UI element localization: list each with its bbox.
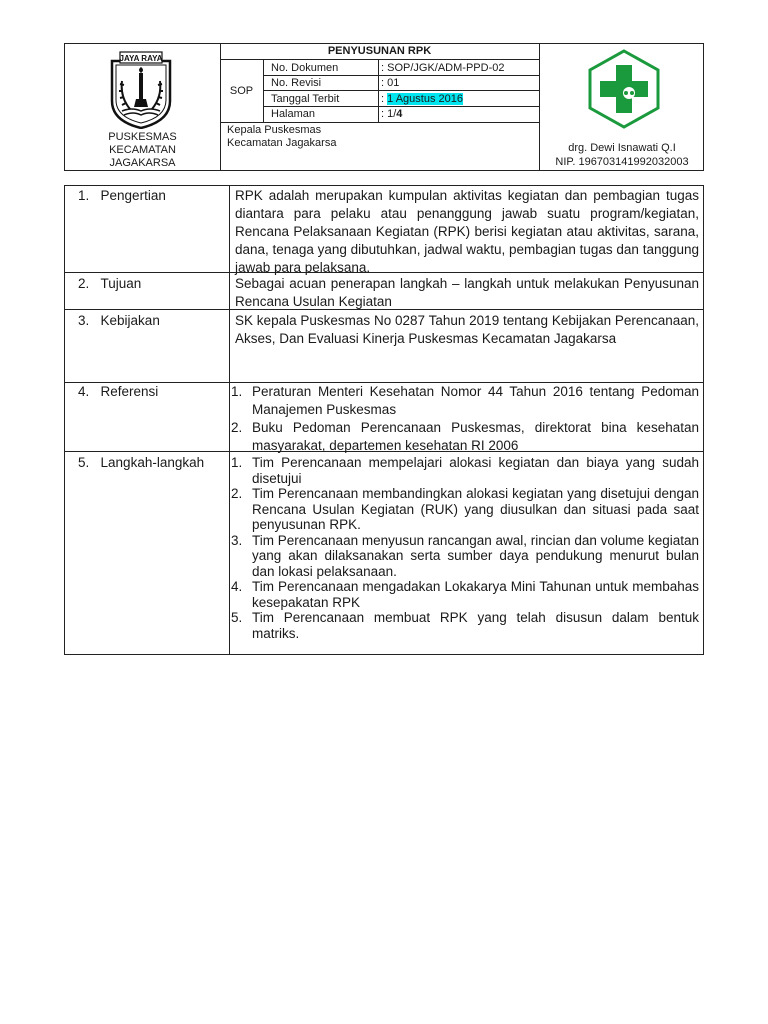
meta-label-page: Halaman — [271, 108, 316, 120]
section-number: 5. — [78, 455, 90, 470]
meta-label-issue-date: Tanggal Terbit — [271, 93, 340, 105]
list-number: 4. — [231, 579, 243, 594]
section-text-pengertian: RPK adalah merupakan kumpulan aktivitas kegiatan dan pembagian tugas diantara para pelaku atau penanggung jawab suatu program/kegiatan, Rencana Pelaksanaan Kegiatan (RPK) berisi kegiatan atau aktivitas, sarana, dana, tenaga yang dibutuhkan, jadwal waktu, pembagian tugas dan tanggung jawab para pelaksana. — [235, 188, 699, 275]
list-item-text: Tim Perencanaan mengadakan Lokakarya Mini Tahunan untuk membahas kesepakatan RPK — [252, 579, 699, 610]
org-line-2: KECAMATAN — [109, 144, 176, 156]
list-item — [231, 383, 699, 419]
section-label-pengertian — [78, 187, 166, 205]
logo-motto: JAYA RAYA — [119, 54, 163, 63]
list-item-text: Tim Perencanaan mempelajari alokasi kegiatan dan biaya yang sudah disetujui — [252, 455, 699, 486]
list-item-text: Tim Perencanaan membuat RPK yang telah disusun dalam bentuk matriks. — [252, 610, 699, 641]
approver-line-2: Kecamatan Jagakarsa — [227, 137, 337, 149]
meta-page-prefix: : 1/ — [381, 108, 397, 120]
section-number: 4. — [78, 384, 90, 399]
section-list-langkah — [231, 455, 699, 641]
meta-value-page — [381, 108, 402, 121]
org-line-1: PUSKESMAS — [108, 131, 177, 143]
section-label: Langkah-langkah — [100, 455, 205, 470]
section-label-langkah — [78, 454, 204, 472]
section-number: 1. — [78, 188, 90, 203]
puskesmas-logo — [587, 49, 661, 129]
jaya-raya-logo — [108, 51, 174, 129]
meta-value-doc-no: : SOP/JGK/ADM-PPD-02 — [381, 62, 505, 74]
document-title: PENYUSUNAN RPK — [327, 45, 432, 57]
section-number: 2. — [78, 276, 90, 291]
list-item — [231, 579, 699, 610]
meta-page-total: 4 — [396, 108, 403, 120]
sop-label: SOP — [229, 85, 254, 97]
approver-title — [227, 124, 336, 150]
list-number: 2. — [231, 420, 243, 435]
sop-header-table — [64, 43, 704, 171]
section-label-tujuan — [78, 275, 141, 293]
section-label: Kebijakan — [100, 313, 160, 328]
list-item — [231, 486, 699, 533]
meta-issue-date-prefix: : — [381, 93, 388, 105]
list-item — [231, 610, 699, 641]
meta-value-issue-date — [381, 93, 463, 106]
meta-value-revision: : 01 — [381, 77, 400, 89]
signer-name: drg. Dewi Isnawati Q.I — [568, 142, 676, 154]
section-text-tujuan: Sebagai acuan penerapan langkah – langkah untuk melakukan Penyusunan Rencana Usulan Kegiatan — [235, 276, 699, 309]
section-number: 3. — [78, 313, 90, 328]
list-item-text: Tim Perencanaan membandingkan alokasi kegiatan yang disetujui dengan Rencana Usulan Kegiatan (RUK) yang diusulkan dan situasi pada saat penyusunan RPK. — [252, 486, 699, 532]
section-label-referensi — [78, 383, 158, 401]
meta-label-doc-no: No. Dokumen — [271, 62, 339, 74]
section-label-kebijakan — [78, 312, 160, 330]
list-item — [231, 533, 699, 580]
org-name — [65, 131, 220, 170]
list-number: 2. — [231, 486, 243, 501]
list-item-text: Buku Pedoman Perencanaan Puskesmas, direktorat bina kesehatan masyarakat, departemen kesehatan RI 2006 — [252, 420, 699, 453]
list-item — [231, 455, 699, 486]
list-number: 3. — [231, 532, 243, 548]
list-number: 1. — [231, 384, 243, 399]
list-number: 1. — [231, 455, 243, 470]
section-list-referensi — [231, 383, 699, 455]
section-text-kebijakan: SK kepala Puskesmas No 0287 Tahun 2019 tentang Kebijakan Perencanaan, Akses, Dan Evaluasi Kinerja Puskesmas Kecamatan Jagakarsa — [235, 313, 699, 346]
section-label: Referensi — [100, 384, 159, 399]
list-item — [231, 419, 699, 455]
sop-content-table — [64, 185, 704, 655]
approver-line-1: Kepala Puskesmas — [227, 124, 322, 136]
section-label: Pengertian — [100, 188, 166, 203]
issue-date-highlight: 1 Agustus 2016 — [387, 93, 463, 105]
signer-nip: NIP. 196703141992032003 — [555, 156, 689, 168]
org-line-3: JAGAKARSA — [109, 157, 176, 169]
meta-label-revision: No. Revisi — [271, 77, 322, 89]
section-label: Tujuan — [100, 276, 142, 291]
list-number: 5. — [231, 610, 243, 625]
list-item-text: Peraturan Menteri Kesehatan Nomor 44 Tahun 2016 tentang Pedoman Manajemen Puskesmas — [252, 384, 699, 417]
list-item-text: Tim Perencanaan menyusun rancangan awal, rincian dan volume kegiatan yang akan dilaksanakan serta sumber daya pendukung menurut bulan dan lokasi pelaksanaan. — [252, 532, 699, 579]
